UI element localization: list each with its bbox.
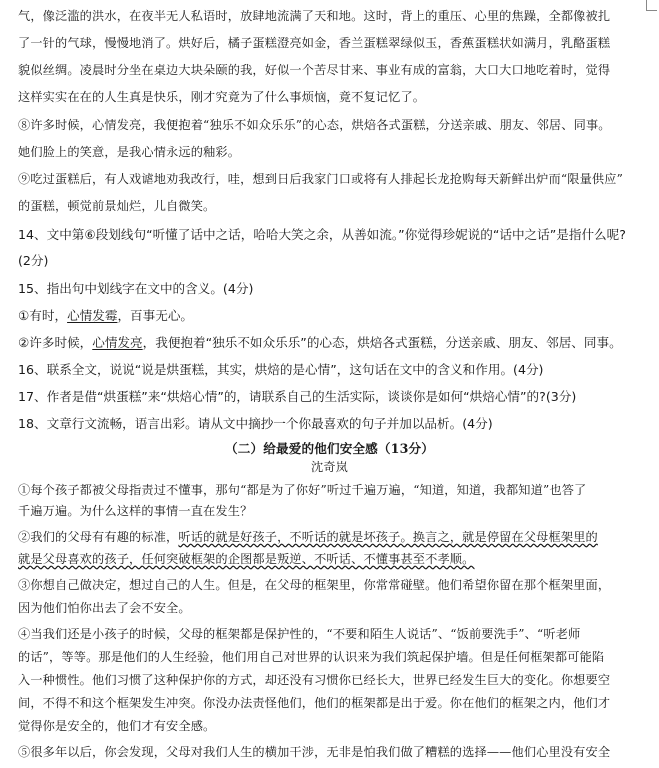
passage2-p4-line-5: 觉得你是安全的，他们才有安全感。 xyxy=(18,719,216,733)
question-17: 17、作者是借“烘蛋糕”来“烘焙心情”的，请联系自己的生活实际，谈谈你是如何“烘焙心情”的?(3分) xyxy=(18,389,577,404)
passage2-p3-line-1: ③你想自己做决定，想过自己的人生。但是，在父母的框架里，你常常碰壁。他们希望你留在那个框架里面， xyxy=(18,578,611,592)
passage2-p4-line-1: ④当我们还是小孩子的时候，父母的框架都是保护性的，“不要和陌生人说话”、“饭前要洗手”、“听老师 xyxy=(18,627,581,641)
q15-item-1-prefix: ①有时， xyxy=(18,308,68,323)
passage2-p2-line-1 xyxy=(18,529,647,545)
question-16: 16、联系全文，说说“说是烘蛋糕，其实，烘焙的是心情”，这句话在文中的含义和作用。(4分) xyxy=(18,362,544,377)
passage2-author: 沈奇岚 xyxy=(310,460,348,474)
passage1-line-4: 这样实实在在的人生真是快乐，刚才究竟为了什么事烦恼，竟不复记忆了。 xyxy=(18,90,426,104)
q15-item-1-suffix: ，百事无心。 xyxy=(117,308,194,323)
passage2-p1-line-1: ①每个孩子都被父母指责过不懂事，那句“都是为了你好”听过千遍万遍，“知道，知道，我都知道”也答了 xyxy=(18,483,587,497)
p2-underlined-part-2: 就是父母喜欢的孩子，任何突破框架的企图都是叛逆、不听话、不懂事甚至不孝顺。 xyxy=(18,552,475,566)
paragraph-9-line-2: 的蛋糕，顿觉前景灿烂，儿自微笑。 xyxy=(18,199,216,213)
passage2-p4-line-2: 的话”，等等。那是他们的人生经验，他们用自己对世界的认识来为我们筑起保护墙。但是任何框架都可能陷 xyxy=(18,650,605,664)
question-18: 18、文章行文流畅，语言出彩。请从文中摘抄一个你最喜欢的句子并加以品析。(4分) xyxy=(18,416,493,431)
q15-item-2-prefix: ②许多时候， xyxy=(18,335,93,350)
paragraph-8-line-1: ⑧许多时候，心情发亮，我便抱着“独乐不如众乐乐”的心态，烘焙各式蛋糕，分送亲戚、朋友、邻居、同事。 xyxy=(18,118,611,132)
question-15: 15、指出句中划线字在文中的含义。(4分) xyxy=(18,281,254,296)
passage2-p5-line-1: ⑤很多年以后，你会发现，父母对我们人生的横加干涉，无非是怕我们做了糟糕的选择——他们心里没有安全 xyxy=(18,745,611,759)
passage2-p1-line-2: 千遍万遍。为什么这样的事情一直在发生？ xyxy=(18,504,253,518)
q15-item-2-suffix: ，我便抱着“独乐不如众乐乐”的心态，烘焙各式蛋糕，分送亲戚、朋友、邻居、同事。 xyxy=(142,335,622,350)
passage1-line-1: 气，像泛滥的洪水，在夜半无人私语时，放肆地流满了天和地。这时，背上的重压、心里的焦躁，全都像被扎 xyxy=(18,9,611,23)
passage2-p2-line-2 xyxy=(18,551,647,567)
passage2-p3-line-2: 因为他们怕你出去了会不安全。 xyxy=(18,601,191,615)
p2-prefix: ②我们的父母有有趣的标准， xyxy=(18,530,179,544)
question-14-line-1: 14、文中第⑥段划线句“听懂了话中之话，哈哈大笑之余，从善如流。”你觉得珍妮说的“话中之话”是指什么呢? xyxy=(18,227,626,242)
q15-item-2-underlined: 心情发亮 xyxy=(92,335,143,350)
q15-item-1-underlined: 心情发霉 xyxy=(67,308,118,323)
paragraph-9-line-1: ⑨吃过蛋糕后，有人戏谑地劝我改行，哇，想到日后我家门口或将有人排起长龙抢购每天新鲜出炉而“限量供应” xyxy=(18,172,623,186)
page-corner-mark xyxy=(646,0,657,11)
question-15-item-1 xyxy=(18,308,647,324)
question-14-line-2: (2分) xyxy=(18,253,49,268)
p2-underlined-part-1: 听话的就是好孩子，不听话的就是坏孩子。换言之，就是停留在父母框架里的 xyxy=(178,530,598,544)
passage2-p4-line-3: 入一种惯性。他们习惯了这种保护你的方式，却还没有习惯你已经长大，世界已经发生巨大的变化。你想要空 xyxy=(18,673,611,687)
passage1-line-2: 了一针的气球，慢慢地消了。烘好后，橘子蛋糕澄亮如金，香兰蛋糕翠绿似玉，香蕉蛋糕状如满月，乳酪蛋糕 xyxy=(18,36,611,50)
passage2-p4-line-4: 间，不得不和这个框架发生冲突。你没办法责怪他们，他们的框架都是出于爱。你在他们的框架之内，他们才 xyxy=(18,696,611,710)
question-15-item-2 xyxy=(18,335,647,351)
paragraph-8-line-2: 她们脸上的笑意，是我心情永远的釉彩。 xyxy=(18,145,241,159)
passage2-title: （二）给最爱的他们安全感（13分） xyxy=(225,441,434,456)
passage1-line-3: 貌似丝绸。凌晨时分坐在桌边大块朵颐的我，好似一个苦尽甘来、事业有成的富翁，大口大口地吃着时，觉得 xyxy=(18,63,611,77)
